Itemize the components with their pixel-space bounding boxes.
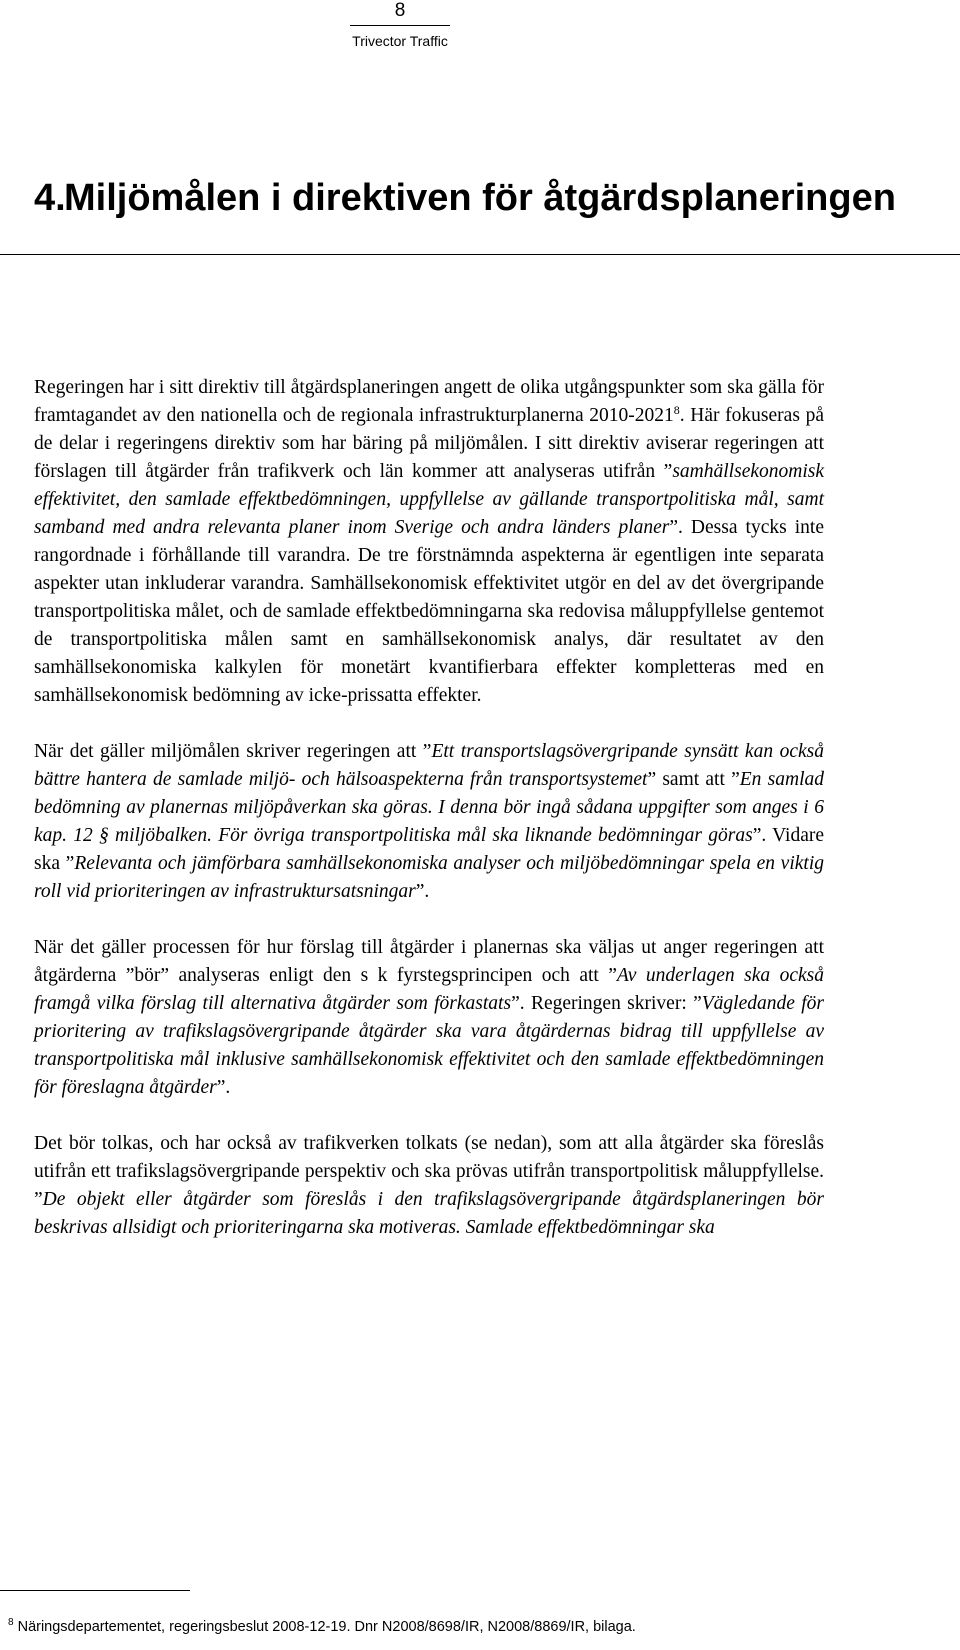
paragraph-1: Regeringen har i sitt direktiv till åtgärdsplaneringen angett de olika utgångspunkter som ska gälla för framtagandet av den nationella och de regionala infrastrukturplanerna 2010-2021$^8$. Här fokuseras på de delar i regeringens direktiv som har bäring på miljömålen. I sitt direktiv aviserar regeringen att förslagen till åtgärder från trafikverk och län kommer att analyseras utifrån ”samhällsekonomisk effektivitet, den samlade effektbedömningen, uppfyllelse av gällande transportpolitiska mål, samt samband med andra relevanta planer inom Sverige och andra länders planer”. Dessa tycks inte rangordnade i förhållande till varandra. De tre förstnämnda aspekterna är egentligen inte separata aspekter utan inkluderar varandra. Samhällsekonomisk effektivitet utgör en del av det övergripande transportpolitiska målet, och de samlade effektbedömningarna ska redovisa måluppfyllelse gentemot de transportpolitiska målen samt en samhällsekonomisk analys, där resultatet av den samhällsekonomiska kalkylen för monetärt kvantifierbara effekter kompletteras med en samhällsekonomisk bedömning av icke-prissatta effekter. [34, 377, 824, 706]
section-heading [34, 174, 896, 222]
page-number: 8 [394, 0, 406, 21]
section-number: 4. [34, 177, 66, 219]
footnote-number: 8 [8, 1617, 14, 1628]
heading-divider [0, 254, 960, 255]
header-organization: Trivector Traffic [352, 33, 448, 49]
directive-quote: samhällsekonomisk effektivitet, den samlade effektbedömningen, uppfyllelse av gällande transportpolitiska mål, samt samband med andra relevanta planer inom Sverige och andra länders planer [34, 461, 824, 538]
directive-quote: Relevanta och jämförbara samhällsekonomiska analyser och miljöbedömningar spela en viktig roll vid prioriteringen av infrastruktursatsningar [34, 853, 824, 902]
footnote [8, 1618, 636, 1636]
directive-quote: Vägledande för prioritering av trafikslagsövergripande åtgärder ska vara åtgärdernas bidrag till uppfyllelse av transportpolitiska mål inklusive samhällsekonomisk effektivitet och den samlade effektbedömningen för föreslagna åtgärder [34, 993, 824, 1098]
header-divider [350, 25, 450, 26]
page-header [330, 0, 470, 50]
directive-quote: Ett transportslagsövergripande synsätt kan också bättre hantera de samlade miljö- och hälsoaspekterna från transportsystemet [34, 741, 824, 790]
directive-quote: De objekt eller åtgärder som föreslås i den trafikslagsövergripande åtgärdsplaneringen bör beskrivas allsidigt och prioriteringarna ska motiveras. Samlade effektbedömningar ska [34, 1189, 824, 1238]
paragraph-4: Det bör tolkas, och har också av trafikverken tolkats (se nedan), som att alla åtgärder ska föreslås utifrån ett trafikslagsövergripande perspektiv och ska prövas utifrån transportpolitisk måluppfyllelse. ”De objekt eller åtgärder som föreslås i den trafikslagsövergripande åtgärdsplaneringen bör beskrivas allsidigt och prioriteringarna ska motiveras. Samlade effektbedömningar ska [34, 1133, 824, 1238]
footnote-divider [0, 1590, 190, 1591]
body-text [34, 374, 824, 1270]
paragraph-3: När det gäller processen för hur förslag till åtgärder i planernas ska väljas ut anger regeringen att åtgärderna ”bör” analyseras enligt den s k fyrstegsprincipen och att ”Av underlagen ska också framgå vilka förslag till alternativa åtgärder som förkastats”. Regeringen skriver: ”Vägledande för prioritering av trafikslagsövergripande åtgärder ska vara åtgärdernas bidrag till uppfyllelse av transportpolitiska mål inklusive samhällsekonomisk effektivitet och den samlade effektbedömningen för föreslagna åtgärder”. [34, 937, 824, 1098]
footnote-text: Näringsdepartementet, regeringsbeslut 2008-12-19. Dnr N2008/8698/IR, N2008/8869/IR, bilaga. [13, 1619, 636, 1635]
directive-quote: En samlad bedömning av planernas miljöpåverkan ska göras. I denna bör ingå sådana uppgifter som anges i 6 kap. 12 § miljöbalken. För övriga transportpolitiska mål ska liknande bedömningar göras [34, 769, 824, 846]
footnote-reference[interactable]: 8 [673, 403, 680, 417]
paragraph-2: När det gäller miljömålen skriver regeringen att ”Ett transportslagsövergripande synsätt kan också bättre hantera de samlade miljö- och hälsoaspekterna från transportsystemet” samt att ”En samlad bedömning av planernas miljöpåverkan ska göras. I denna bör ingå sådana uppgifter som anges i 6 kap. 12 § miljöbalken. För övriga transportpolitiska mål ska liknande bedömningar göras”. Vidare ska ”Relevanta och jämförbara samhällsekonomiska analyser och miljöbedömningar spela en viktig roll vid prioriteringen av infrastruktursatsningar”. [34, 741, 824, 902]
section-title: Miljömålen i direktiven för åtgärdsplaneringen [64, 177, 896, 219]
directive-quote: Av underlagen ska också framgå vilka förslag till alternativa åtgärder som förkastats [34, 965, 824, 1014]
